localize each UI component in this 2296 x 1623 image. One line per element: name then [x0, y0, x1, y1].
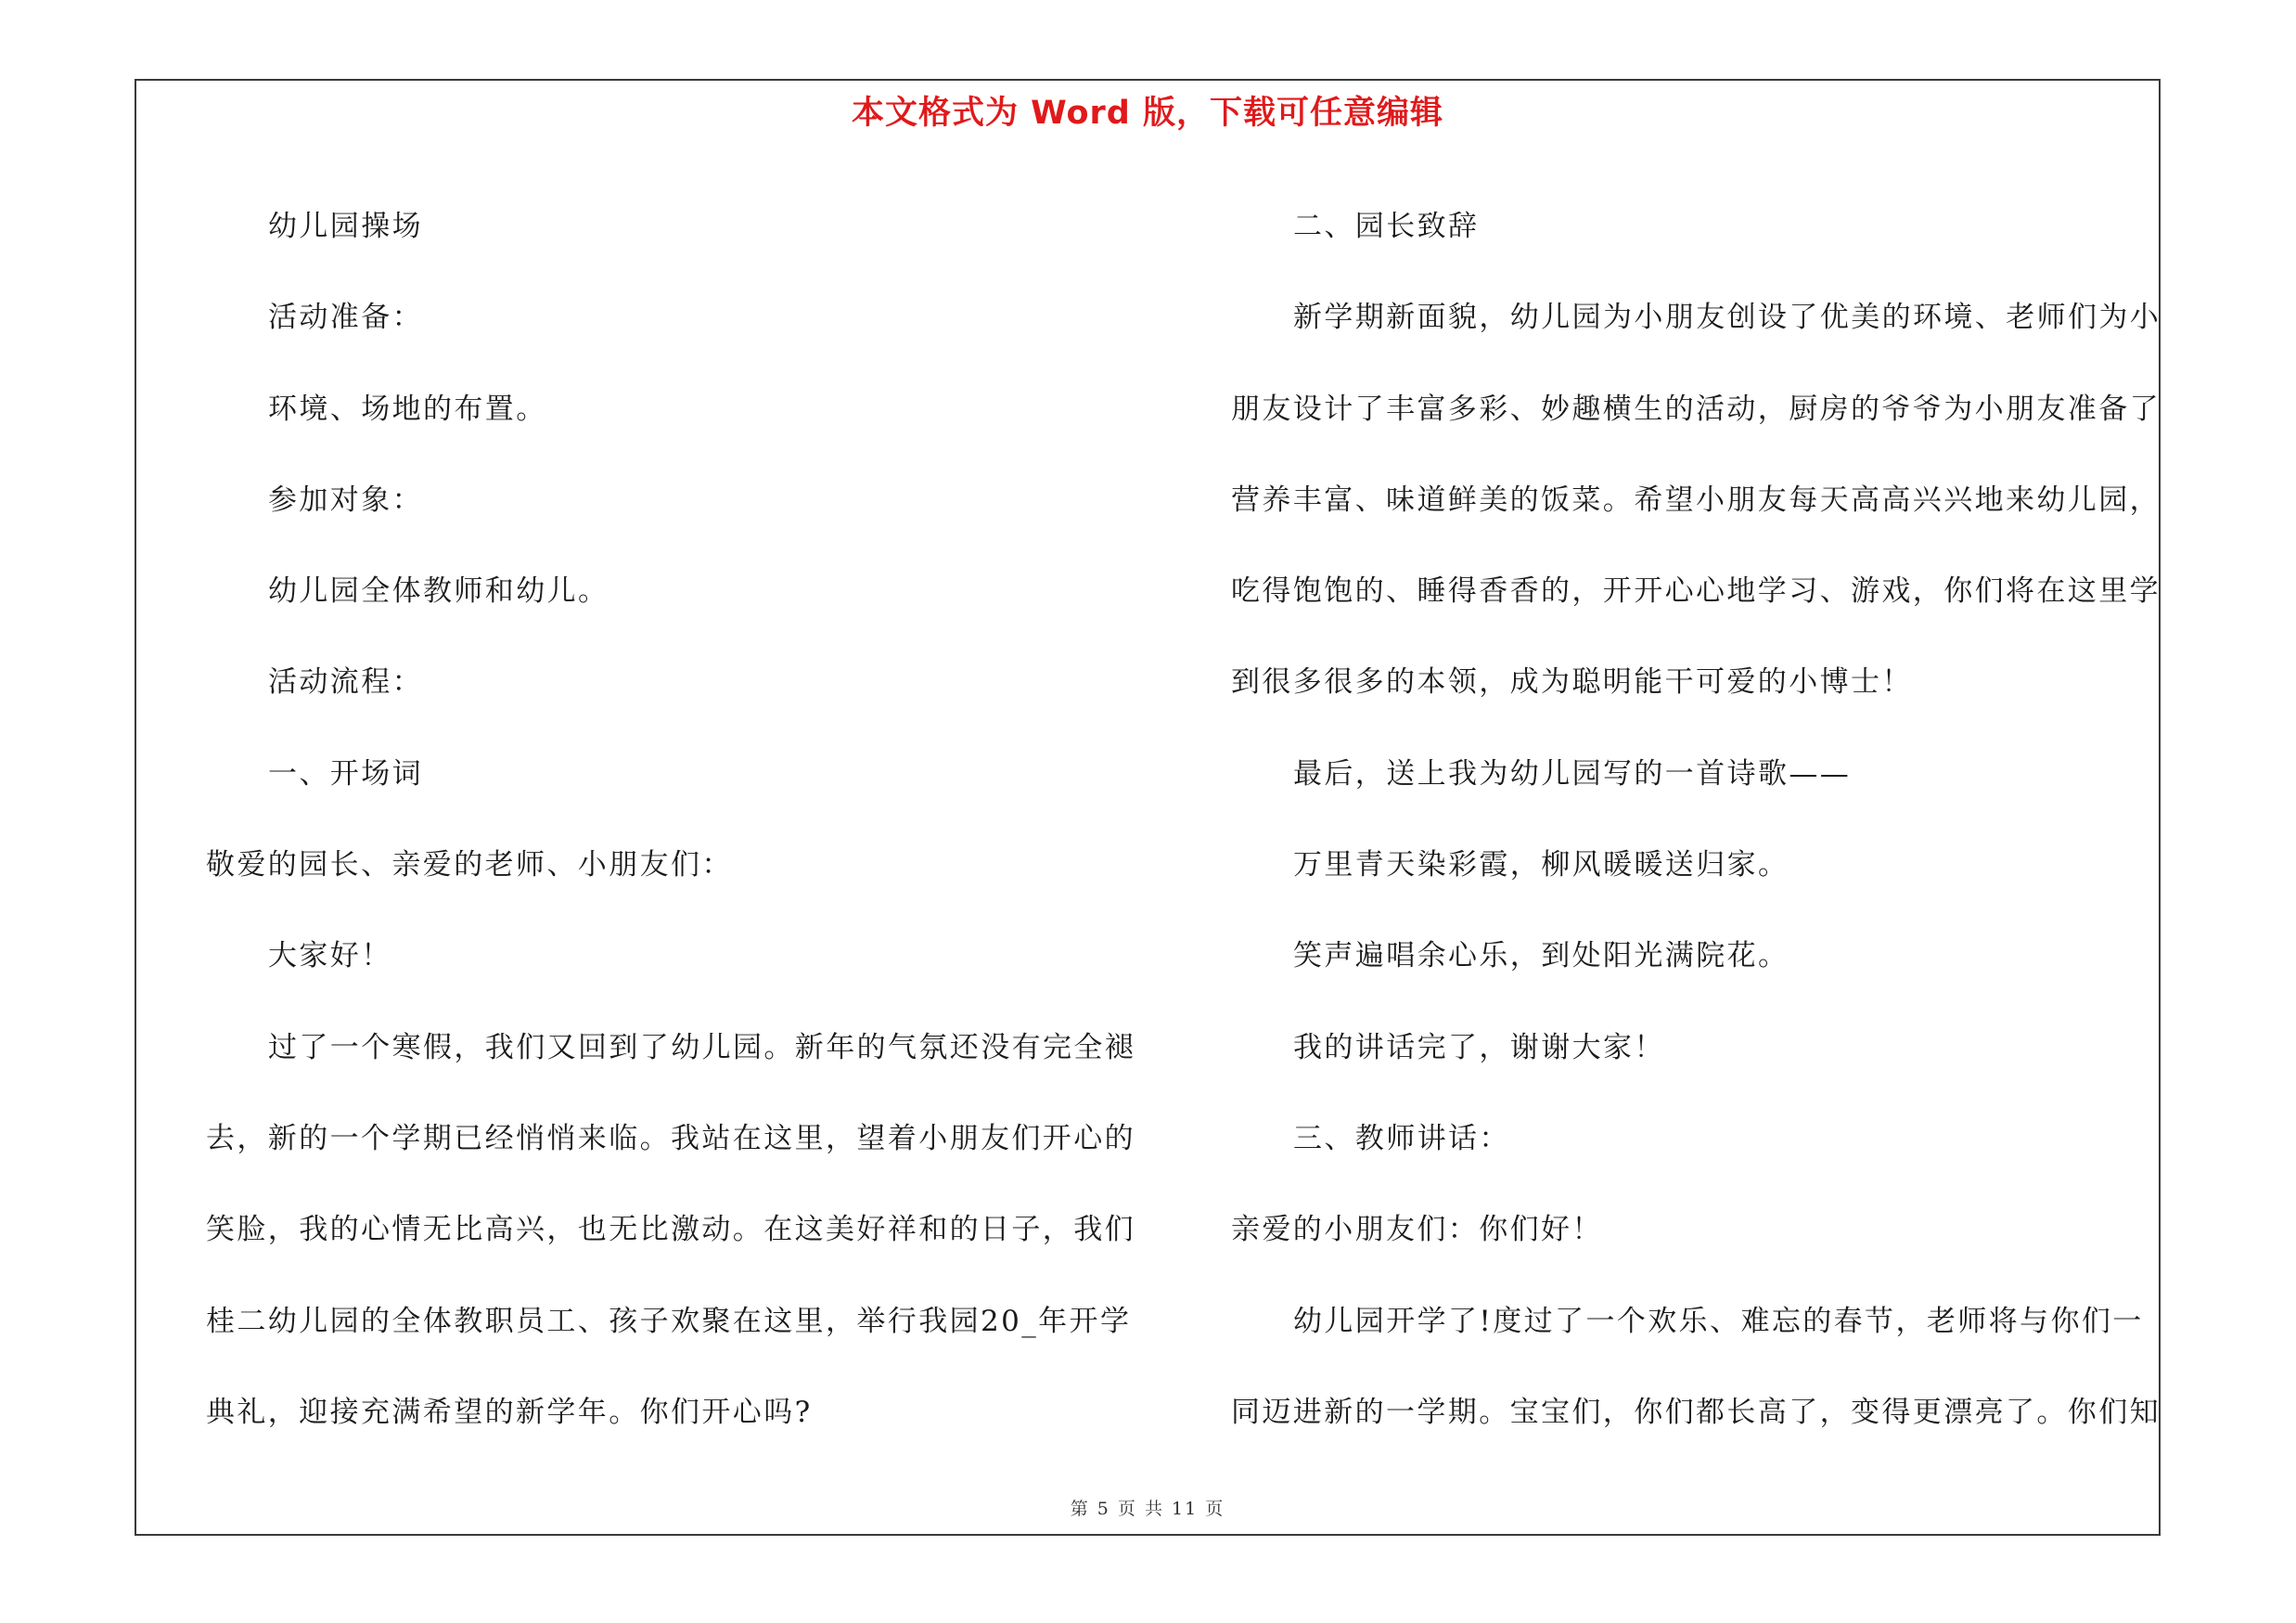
paragraph-line: 典礼，迎接充满希望的新学年。你们开心吗? — [206, 1395, 813, 1429]
paragraph-line: 亲爱的小朋友们：你们好！ — [1231, 1213, 1603, 1247]
page-number-footer: 第 5 页 共 11 页 — [1070, 1499, 1225, 1519]
paragraph-line: 大家好！ — [268, 939, 392, 973]
paragraph-line: 二、园长致辞 — [1293, 210, 1480, 243]
left-text-column — [206, 181, 1136, 1458]
paragraph-line: 到很多很多的本领，成为聪明能干可爱的小博士！ — [1231, 665, 1913, 700]
paragraph-line: 万里青天染彩霞，柳风暖暖送归家。 — [1293, 848, 1789, 882]
paragraph-line: 笑声遍唱余心乐，到处阳光满院花。 — [1293, 939, 1789, 973]
paragraph-line: 桂二幼儿园的全体教职员工、孩子欢聚在这里，举行我园20_年开学 — [206, 1304, 1132, 1338]
paragraph-line: 活动准备： — [268, 301, 423, 335]
paragraph-line: 幼儿园全体教师和幼儿。 — [268, 574, 609, 609]
paragraph-line: 参加对象： — [268, 483, 423, 517]
paragraph-line: 过了一个寒假，我们又回到了幼儿园。新年的气氛还没有完全褪 — [268, 1030, 1136, 1064]
paragraph-line: 吃得饱饱的、睡得香香的，开开心心地学习、游戏，你们将在这里学 — [1231, 574, 2161, 609]
paragraph-line: 活动流程： — [268, 665, 423, 700]
right-text-column — [1231, 181, 2159, 1458]
paragraph-line: 笑脸，我的心情无比高兴，也无比激动。在这美好祥和的日子，我们 — [206, 1213, 1135, 1247]
paragraph-line: 同迈进新的一学期。宝宝们，你们都长高了，变得更漂亮了。你们知 — [1231, 1395, 2161, 1429]
paragraph-line: 我的讲话完了，谢谢大家！ — [1293, 1030, 1665, 1064]
paragraph-line: 三、教师讲话： — [1293, 1121, 1510, 1155]
paragraph-line: 幼儿园操场 — [268, 210, 423, 243]
paragraph-line: 营养丰富、味道鲜美的饭菜。希望小朋友每天高高兴兴地来幼儿园， — [1231, 483, 2161, 517]
paragraph-line: 朋友设计了丰富多彩、妙趣横生的活动，厨房的爷爷为小朋友准备了 — [1231, 392, 2161, 426]
paragraph-line: 环境、场地的布置。 — [268, 392, 547, 426]
paragraph-line: 敬爱的园长、亲爱的老师、小朋友们： — [206, 848, 733, 882]
paragraph-line: 幼儿园开学了!度过了一个欢乐、难忘的春节，老师将与你们一 — [1293, 1304, 2144, 1338]
page-header-banner: 本文格式为 Word 版，下载可任意编辑 — [851, 95, 1444, 132]
paragraph-line: 一、开场词 — [268, 756, 423, 791]
paragraph-line: 新学期新面貌，幼儿园为小朋友创设了优美的环境、老师们为小 — [1293, 301, 2161, 335]
paragraph-line: 最后，送上我为幼儿园写的一首诗歌—— — [1293, 756, 1852, 791]
paragraph-line: 去，新的一个学期已经悄悄来临。我站在这里，望着小朋友们开心的 — [206, 1121, 1135, 1155]
